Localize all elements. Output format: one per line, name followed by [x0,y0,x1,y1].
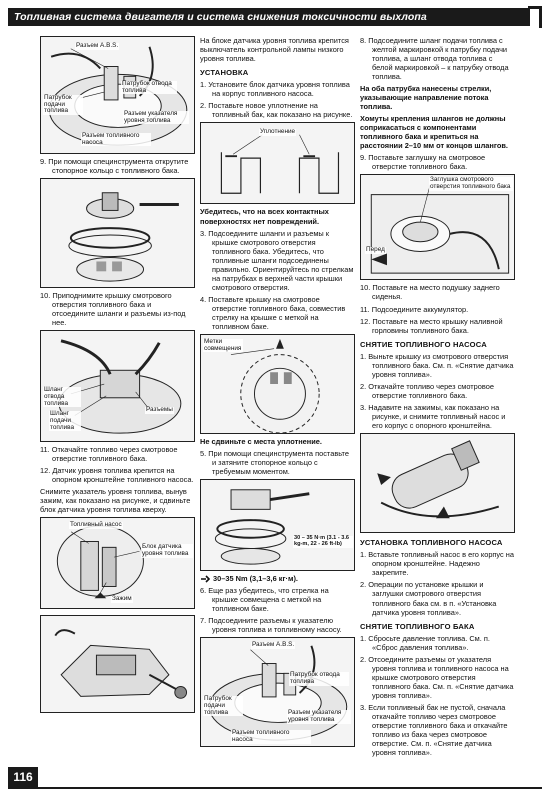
pump-clips-drawing [361,434,514,532]
pump-install-step-2: 2. Операции по установке крышки и заглушки смотрового отверстия топливного бака см. в п. «Установка датчика уровня топлива». [360,580,497,617]
figure-gauge-unit-clip [40,517,195,609]
gauge-unit-part-drawing [41,616,194,712]
install-step-10: 10. Поставьте на место подушку заднего сиденья. [360,283,500,302]
access-plug-drawing [361,175,514,279]
install-step-4: 4. Поставьте крышку на смотровое отверстие топливного бака, совместив стрелку на крышке с меткой на топливном баке. [200,294,346,331]
figure-pump-clips [360,433,515,533]
torque-spec [200,574,355,583]
figure-lock-ring-removal [40,178,195,288]
install-step-9: 9. Поставьте заглушку на смотровое отверстие топливного бака. [360,153,486,172]
pump-install-step-1: 1. Вставьте топливный насос в его корпус на опорном кронштейне. Надежно закрепите. [360,550,514,578]
heading-installation: УСТАНОВКА [200,68,249,78]
figure-gauge-unit-part [40,615,195,713]
pump-removal-step-2: 2. Откачайте топливо через смотровое отверстие топливного бака. [360,381,494,400]
footer-rule [8,787,542,789]
label-front: Перед [366,246,385,254]
column-2 [200,36,355,747]
install-step-5: 5. При помощи специнструмента поставьте и затяните стопорное кольцо с требуемым моментом. [200,448,349,476]
heading-tank-removal: СНЯТИЕ ТОПЛИВНОГО БАКА [360,621,475,631]
figure-alignment-marks [200,334,355,434]
label-feed-pipe: Патрубок подачи топлива [43,95,83,115]
install-step-1: 1. Установите блок датчика уровня топлива на корпус топливного насоса. [200,80,350,99]
heading-pump-installation: УСТАНОВКА ТОПЛИВНОГО НАСОСА [360,538,503,548]
label-gauge-unit: Блок датчика уровня топлива [141,544,193,557]
figure-reconnect-connectors [200,637,355,747]
step-12-text: 12. Датчик уровня топлива крепится на опорном кронштейне топливного насоса. [40,466,194,485]
header-corner-mark [528,6,542,28]
label-pump-connector: Разъем топливного насоса [81,133,151,146]
heading-pump-removal: СНЯТИЕ ТОПЛИВНОГО НАСОСА [360,339,487,349]
label-alignment-marks: Метки совмещения [204,337,242,352]
step-10-text: 10. Приподнимите крышку смотрового отверстия топливного бака и отсоедините шланги и разъемы из-под нее. [40,291,186,328]
note-hose-clamps: Хомуты крепления шлангов не должны соприкасаться с компонентами топливного бака и крепиться на расстоянии 2–10 мм от концов шлангов. [360,114,508,151]
gauge-switch-note: На блоке датчика уровня топлива крепится выключатель контрольной лампы низкого уровня топлива. [200,36,349,64]
label-seal: Уплотнение [260,128,296,136]
label-feed-hose: Шланг подачи топлива [49,411,81,431]
tank-removal-step-2: 2. Отсоедините разъемы от указателя уровня топлива и топливного насоса на крышке смотрового отверстия топливного бака. См. п. «Снятие датчика уровня топлива». [360,654,514,700]
label-feed-pipe-2: Патрубок подачи топлива [203,696,243,716]
label-return-pipe: Патрубок отвода топлива [121,81,177,94]
label-gauge-connector: Разъем указателя уровня топлива [123,111,189,124]
label-torque-value: 30 – 35 N·m (3.1 - 3.6 kg-m, 22 - 26 ft-lb) [293,536,353,548]
tank-removal-step-3: 3. Если топливный бак не пустой, сначала откачайте топливо через смотровое отверстие топливного бака и откачайте топливо из бака через смотровое отверстие. См. п. «Снятие датчика уровня топлива». [360,703,508,758]
label-gauge-connector-2: Разъем указателя уровня топлива [287,710,351,723]
label-fuel-pump: Топливный насос [70,521,122,529]
label-abs-connector-2: Разъем A.B.S. [252,641,295,649]
install-step-7: 7. Подсоедините разъемы к указателю уровня топлива и топливному насосу. [200,616,342,635]
page-number: 116 [13,769,33,784]
label-abs-connector: Разъем A.B.S. [76,42,119,49]
install-step-11: 11. Подсоедините аккумулятор. [360,304,469,314]
chapter-title: Топливная система двигателя и система снижения токсичности выхлопа [14,10,427,23]
step-11-text: 11. Откачайте топливо через смотровое отверстие топливного бака. [40,445,178,464]
figure-seal [200,122,355,204]
wrench-icon [200,575,210,583]
install-step-12: 12. Поставьте на место крышку наливной горловины топливного бака. [360,316,503,335]
column-1 [40,36,195,713]
label-access-plug: Заглушка смотрового отверстия топливного бака [429,177,513,190]
page-number-box [8,767,38,787]
pump-removal-step-1: 1. Выньте крышку из смотрового отверстия топливного бака. См. п. «Снятие датчика уровня топлива». [360,351,514,379]
warning-seal-position: Не сдвиньте с места уплотнение. [200,436,322,446]
warning-contact-surfaces: Убедитесь, что на всех контактных поверхностях нет повреждений. [200,207,329,226]
page-header [0,0,550,26]
label-return-hose: Шланг отвода топлива [43,387,81,407]
figure-hose-disconnect [40,330,195,442]
label-clip: Зажим [112,595,132,603]
pump-removal-step-3: 3. Надавите на зажимы, как показано на рисунке, и снимите топливный насос и его корпус с опорного кронштейна. [360,403,506,431]
label-connectors: Разъемы [146,406,173,414]
lock-ring-drawing [41,179,194,287]
figure-fuel-tank-cover-connectors [40,36,195,154]
install-step-3: 3. Подсоедините шланги и разъемы к крышке смотрового отверстия топливного бака. Убедитесь, что топливные шланги подсоединены правильно. Ориентируйтесь по стрелкам на патрубках в верхней части крышки смотрового отверстия. [200,228,354,292]
install-step-6: 6. Еще раз убедитесь, что стрелка на крышке совмещена с меткой на топливном баке. [200,586,329,614]
label-return-pipe-2: Патрубок отвода топлива [289,672,349,685]
install-step-8: 8. Подсоедините шланг подачи топлива с желтой маркировкой к патрубку подачи топлива, а шланг отвода топлива с белой маркировкой – к патрубку отвода топлива. [360,36,509,82]
tank-removal-step-1: 1. Сбросьте давление топлива. См. п. «Сброс давления топлива». [360,633,490,652]
label-pump-connector-2: Разъем топливного насоса [231,730,311,743]
figure-access-plug [360,174,515,280]
step-12-continuation: Снимите указатель уровня топлива, вынув зажим, как показано на рисунке, и сдвиньте блок датчика уровня топлива кверху. [40,487,191,515]
header-bar [8,8,530,26]
note-arrows: На оба патрубка нанесены стрелки, указывающие направление потока топлива. [360,84,492,112]
lock-ring-torque-drawing [201,480,354,570]
column-3 [360,36,515,760]
step-9-text: 9. При помощи специнструмента открутите стопорное кольцо с топливного бака. [40,157,189,176]
install-step-2: 2. Поставьте новое уплотнение на топливный бак, как показано на рисунке. [200,101,353,120]
torque-spec-text: 30–35 Nm (3,1–3,6 кг·м). [213,574,298,583]
figure-lock-ring-torque [200,479,355,571]
